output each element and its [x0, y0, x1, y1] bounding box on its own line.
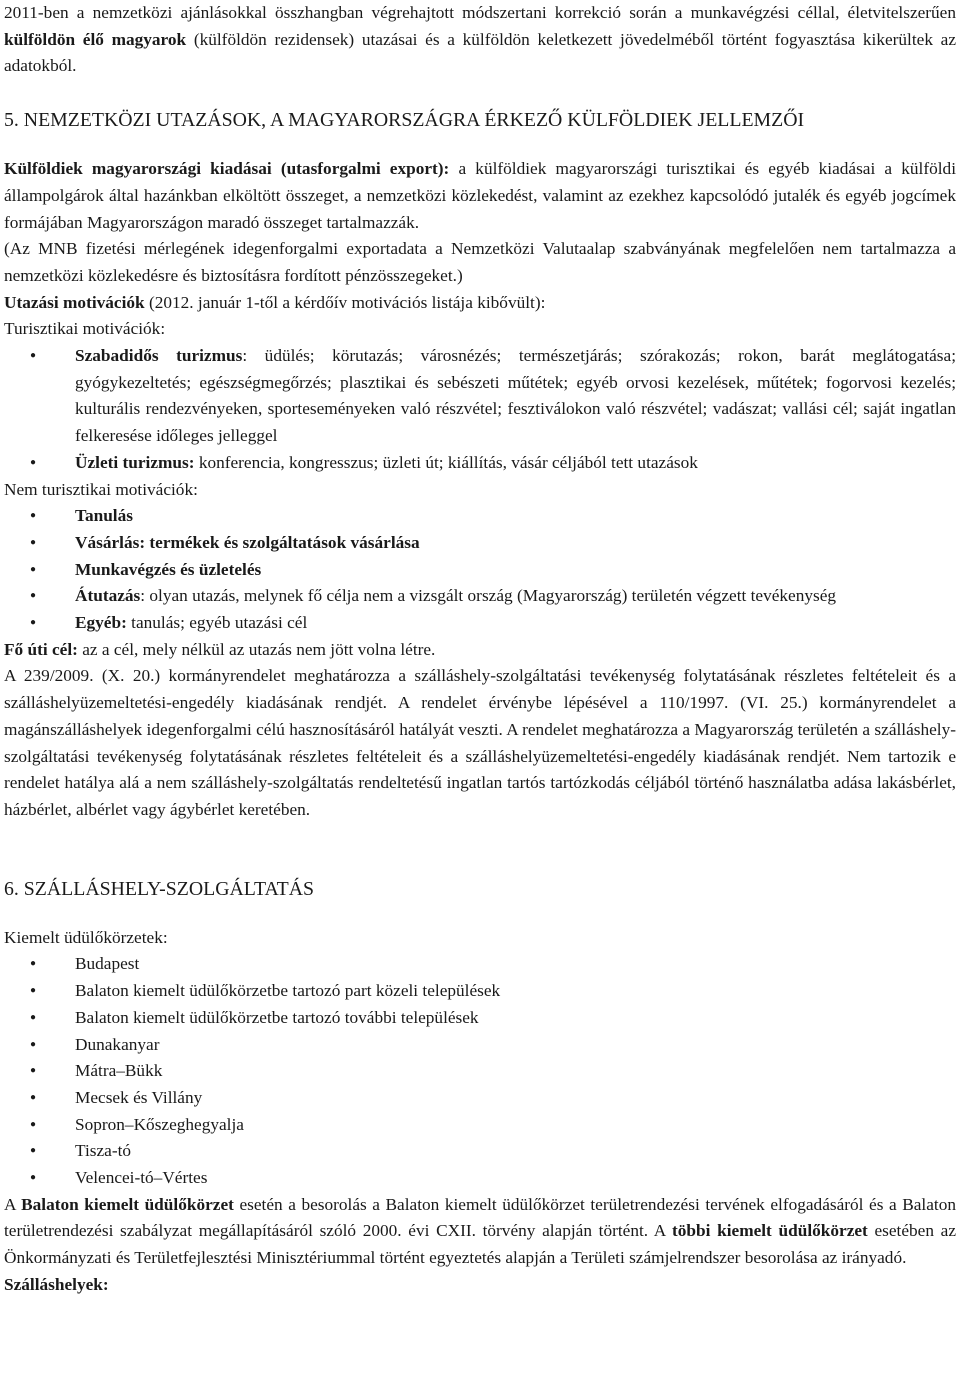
section-6-heading: 6. SZÁLLÁSHELY-SZOLGÁLTATÁS — [4, 877, 315, 900]
list-item: ● Budapest — [75, 951, 956, 978]
intro-text-end: (külföldön rezidensek) utazásai és a külföldön keletkezett jövedelméből történt fogyasztása kikerültek az adatokból. — [4, 29, 957, 76]
main-purpose-paragraph — [4, 637, 956, 664]
list-item-term: Tanulás — [75, 506, 133, 526]
intro-paragraph — [4, 0, 956, 80]
mnb-note: (Az MNB fizetési mérlegének idegenforgalmi exportadata a Nemzetközi Valutaalap szabványának megfelelően nem tartalmazza a nemzetközi közlekedésre és biztosításra fordított pénzösszegeket.) — [4, 239, 956, 285]
list-item: ● Tisza-tó — [75, 1138, 956, 1165]
list-item-term: Munkavégzés és üzletelés — [75, 559, 262, 579]
list-item — [75, 503, 956, 530]
balaton-paragraph — [4, 1192, 956, 1272]
motivations-title: Utazási motivációk — [4, 292, 145, 312]
list-item — [75, 530, 956, 557]
balaton-text: esetén a besorolás a Balaton kiemelt üdülőkörzet területrendezési tervének elfogadásáról és a Balaton területrendezési szabályzat megállapításáról szóló 2000. évi CXII. törvény alapján történt. A — [4, 1194, 956, 1241]
list-item: ● Dunakanyar — [75, 1032, 956, 1059]
definition-term: Külföldiek magyarországi kiadásai (utasforgalmi export): — [4, 159, 450, 179]
list-item — [75, 450, 956, 477]
list-item-term: Átutazás — [75, 586, 141, 606]
list-item: ● Velencei-tó–Vértes — [75, 1165, 956, 1192]
list-item — [75, 610, 956, 637]
main-purpose-term: Fő úti cél: — [4, 639, 78, 659]
list-item: ● Sopron–Kőszeghegyalja — [75, 1112, 956, 1139]
motivations-note: (2012. január 1-től a kérdőív motivációs listája kibővült): — [144, 292, 546, 312]
list-item-text: konferencia, kongresszus; üzleti út; kiállítás, vásár céljából tett utazások — [194, 452, 698, 472]
regulation-paragraph: A 239/2009. (X. 20.) kormányrendelet meghatározza a szálláshely-szolgáltatási tevékenység folytatásának részletes feltételeit és a szálláshelyüzemeltetési-engedély kiadásának rendjét. A rendelet érvénybe lépésével a 110/1997. (VI. 25.) kormányrendelet a magánszálláshelyek idegenforgalmi célú hasznosításáról hatályát veszti. A rendelet meghatározza a Magyarország területén a szálláshely-szolgáltatási tevékenység folytatásának részletes feltételeit és a szálláshelyüzemeltetési-engedély kiadásának rendjét. Nem tartozik e rendelet hatálya alá a nem szálláshely-szolgáltatás rendeltetésű ingatlan tartós tartózkodás céljából történő használatba adása lakásbérlet, házbérlet, albérlet vagy ágybérlet keretében. — [4, 666, 956, 819]
accommodations-label — [4, 1272, 956, 1299]
other-regions-text: esetében az Önkormányzati és Területfejlesztési Minisztériummal történt egyeztetés alapján a Területi számjelrendszer besorolása az irányadó. — [4, 1221, 956, 1268]
list-item — [75, 557, 956, 584]
balaton-pre: A — [4, 1194, 22, 1214]
list-item: ● Mecsek és Villány — [75, 1085, 956, 1112]
tourist-motivations-label: Turisztikai motivációk: — [4, 319, 166, 339]
intro-text: 2011-ben a nemzetközi ajánlásokkal összhangban végrehajtott módszertani korrekció során a munkavégzési céllal, életvitelszerűen — [4, 3, 956, 22]
list-item — [75, 583, 956, 610]
list-item: ● Mátra–Bükk — [75, 1058, 956, 1085]
list-item-text: : olyan utazás, melynek fő célja nem a vizsgált ország (Magyarország) területén végzett tevékenység — [140, 586, 837, 606]
definition-text: a külföldiek magyarországi turisztikai és egyéb kiadásai a külföldi állampolgárok által hazánkban elköltött összeget, a nemzetközi közlekedést, valamint az ezekhez kapcsolódó jutalék és egyéb jogcímek formájában Magyarországon maradó összeget tartalmazzák. — [4, 159, 956, 232]
list-item — [75, 343, 956, 450]
list-item: ● Balaton kiemelt üdülőkörzetbe tartozó további települések — [75, 1005, 956, 1032]
other-regions-term: többi kiemelt üdülőkörzet — [672, 1221, 868, 1241]
non-tourist-motivations-list — [4, 503, 956, 637]
list-item-term: Üzleti turizmus: — [75, 452, 195, 472]
accommodations-title: Szálláshelyek: — [4, 1274, 109, 1294]
intro-bold: külföldön élő magyarok — [4, 29, 187, 49]
list-item-term: Szabadidős turizmus — [75, 346, 243, 366]
definition-paragraph — [4, 156, 956, 236]
resort-regions-list — [4, 951, 956, 1191]
tourist-motivations-list — [4, 343, 956, 477]
non-tourist-motivations-label: Nem turisztikai motivációk: — [4, 479, 198, 499]
balaton-term: Balaton kiemelt üdülőkörzet — [21, 1194, 234, 1214]
main-purpose-text: az a cél, mely nélkül az utazás nem jött volna létre. — [77, 639, 436, 659]
list-item: ● Balaton kiemelt üdülőkörzetbe tartozó part közeli települések — [75, 978, 956, 1005]
list-item-term: Egyéb: — [75, 613, 127, 633]
resort-regions-label: Kiemelt üdülőkörzetek: — [4, 927, 168, 947]
section-5-heading: 5. NEMZETKÖZI UTAZÁSOK, A MAGYARORSZÁGRA ÉRKEZŐ KÜLFÖLDIEK JELLEMZŐI — [4, 109, 805, 132]
list-item-text: tanulás; egyéb utazási cél — [126, 613, 308, 633]
list-item-term: Vásárlás: termékek és szolgáltatások vásárlása — [75, 532, 420, 552]
motivations-intro — [4, 290, 956, 317]
list-item-text: : üdülés; körutazás; városnézés; természetjárás; szórakozás; rokon, barát meglátogatása; gyógykezeltetés; egészségmegőrzés; plasztikai és sebészeti műtétek; egyéb orvosi kezelések, műtétek; fogorvosi kezelés; kulturális rendezvényeken, sporteseményeken való részvétel; fesztiválokon való részvétel; vadászat; vallási cél; saját ingatlan felkeresése időleges jelleggel — [75, 346, 957, 446]
